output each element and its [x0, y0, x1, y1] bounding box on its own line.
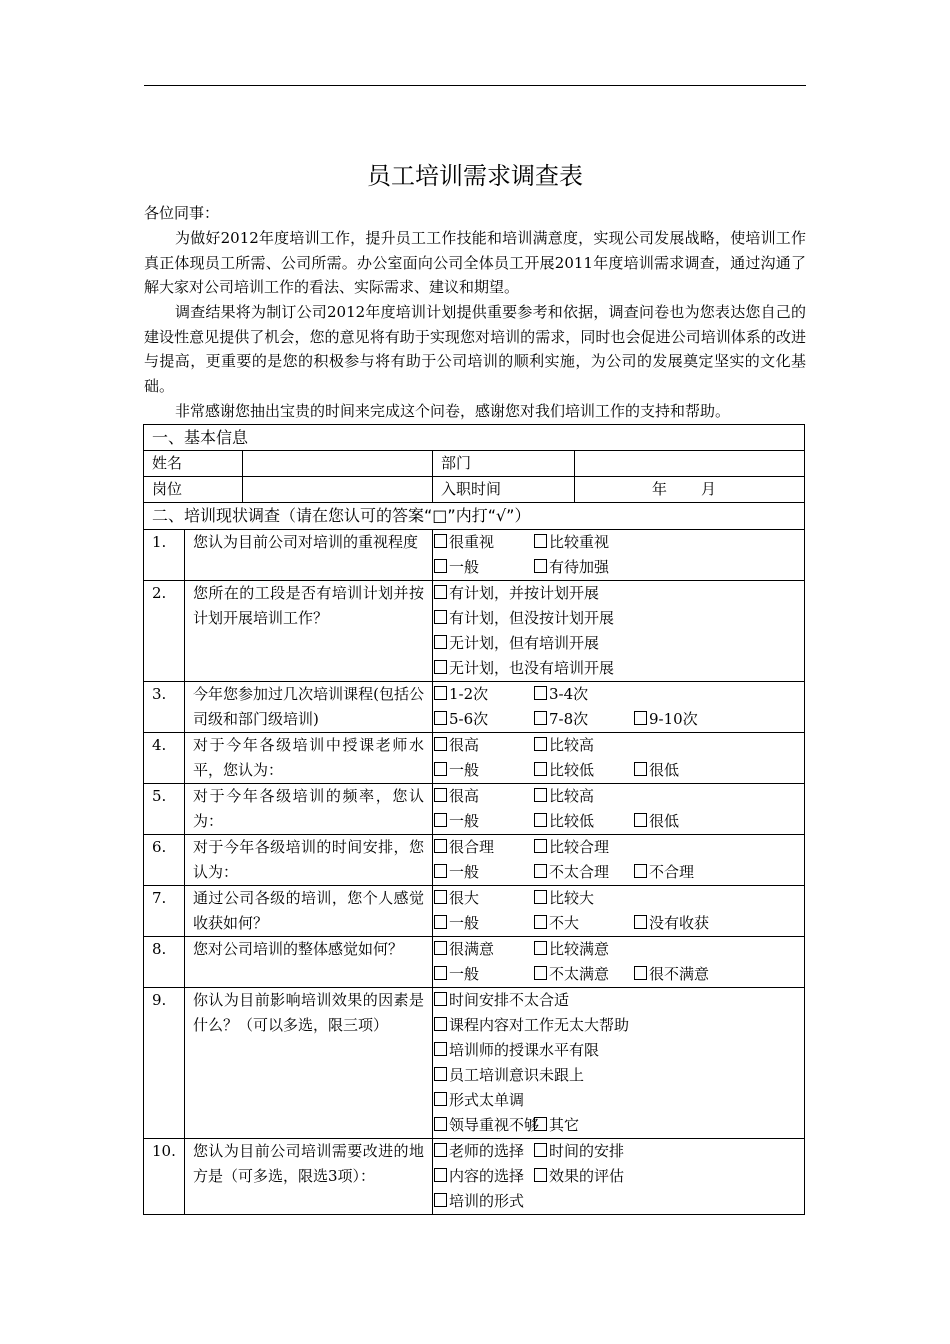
- question-text: 你认为目前影响培训效果的因素是什么？（可以多选，限三项）: [185, 988, 433, 1139]
- option-choice[interactable]: [534, 962, 634, 987]
- option-label: 领导重视不够: [449, 1116, 540, 1134]
- option-label: 不太合理: [549, 863, 610, 881]
- option-line: [433, 1013, 796, 1038]
- option-choice[interactable]: [534, 758, 634, 783]
- purpose-paragraph: 调查结果将为制订公司2012年度培训计划提供重要参考和依据，调查问卷也为您表达您自己的建设性意见提供了机会，您的意见将有助于实现您对培训的需求，同时也会促进公司培训体系的改进与提高，更重要的是您的积极参与将有助于公司培训的顺利实施，为公司的发展奠定坚实的文化基础。: [144, 303, 806, 395]
- option-label: 老师的选择: [449, 1142, 525, 1160]
- option-label: 很重视: [449, 533, 495, 551]
- option-choice[interactable]: [534, 835, 609, 860]
- option-choice[interactable]: [634, 758, 679, 783]
- option-choice[interactable]: [434, 962, 534, 987]
- checkbox[interactable]: [434, 559, 447, 573]
- option-choice[interactable]: [434, 682, 534, 707]
- checkbox[interactable]: [534, 915, 547, 929]
- option-label: 9-10次: [649, 710, 698, 728]
- checkbox[interactable]: [534, 813, 547, 827]
- option-choice[interactable]: [434, 581, 599, 606]
- post-field[interactable]: [243, 477, 433, 503]
- option-line: [433, 1088, 796, 1113]
- option-line: [433, 1038, 796, 1063]
- option-choice[interactable]: [434, 656, 614, 681]
- option-choice[interactable]: [534, 733, 594, 758]
- checkbox[interactable]: [434, 1143, 447, 1157]
- checkbox[interactable]: [534, 1168, 547, 1182]
- option-line: [433, 1164, 796, 1189]
- checkbox[interactable]: [534, 737, 547, 751]
- checkbox[interactable]: [434, 1042, 447, 1056]
- checkbox[interactable]: [434, 737, 447, 751]
- option-label: 一般: [449, 914, 480, 932]
- checkbox[interactable]: [434, 1193, 447, 1207]
- checkbox[interactable]: [634, 762, 647, 776]
- option-choice[interactable]: [534, 555, 609, 580]
- option-label: 比较低: [549, 812, 595, 830]
- checkbox[interactable]: [434, 1092, 447, 1106]
- option-label: 时间的安排: [549, 1142, 625, 1160]
- question-options: [433, 581, 805, 682]
- option-choice[interactable]: [434, 911, 534, 936]
- option-choice[interactable]: [434, 1139, 534, 1164]
- option-label: 比较高: [549, 787, 595, 805]
- option-choice[interactable]: [434, 988, 569, 1013]
- option-label: 不合理: [649, 863, 695, 881]
- option-choice[interactable]: [534, 682, 588, 707]
- option-choice[interactable]: [434, 707, 534, 732]
- checkbox[interactable]: [434, 762, 447, 776]
- question-text: 您认为目前公司培训需要改进的地方是（可多选，限选3项）：: [185, 1139, 433, 1215]
- post-label: 岗位: [144, 477, 243, 503]
- checkbox[interactable]: [434, 686, 447, 700]
- option-label: 不太满意: [549, 965, 610, 983]
- checkbox[interactable]: [534, 1117, 547, 1131]
- question-row: [144, 988, 805, 1139]
- option-choice[interactable]: [434, 555, 534, 580]
- option-choice[interactable]: [534, 1139, 624, 1164]
- checkbox[interactable]: [634, 915, 647, 929]
- option-line: [433, 656, 796, 681]
- checkbox[interactable]: [634, 813, 647, 827]
- question-text: 对于今年各级培训中授课老师水平，您认为：: [185, 733, 433, 784]
- question-row: [144, 835, 805, 886]
- option-line: [433, 1113, 796, 1138]
- option-line: [433, 835, 796, 860]
- thanks-paragraph: 非常感谢您抽出宝贵的时间来完成这个问卷，感谢您对我们培训工作的支持和帮助。: [175, 402, 731, 420]
- question-text: 您认为目前公司对培训的重视程度: [185, 530, 433, 581]
- year-label: 年: [652, 480, 668, 498]
- question-number: 10.: [144, 1139, 185, 1215]
- option-choice[interactable]: [434, 835, 534, 860]
- option-label: 很满意: [449, 940, 495, 958]
- option-choice[interactable]: [634, 911, 709, 936]
- checkbox[interactable]: [534, 686, 547, 700]
- question-options: [433, 886, 805, 937]
- option-label: 比较重视: [549, 533, 610, 551]
- option-choice[interactable]: [534, 911, 634, 936]
- option-line: [433, 606, 796, 631]
- question-number: 4.: [144, 733, 185, 784]
- question-number: 8.: [144, 937, 185, 988]
- checkbox[interactable]: [434, 585, 447, 599]
- checkbox[interactable]: [534, 839, 547, 853]
- option-label: 一般: [449, 761, 480, 779]
- option-choice[interactable]: [434, 631, 599, 656]
- checkbox[interactable]: [634, 711, 647, 725]
- option-label: 员工培训意识未跟上: [449, 1066, 585, 1084]
- question-number: 6.: [144, 835, 185, 886]
- option-line: [433, 555, 796, 580]
- option-label: 时间安排不太合适: [449, 991, 570, 1009]
- option-choice[interactable]: [534, 784, 594, 809]
- option-label: 很合理: [449, 838, 495, 856]
- question-text: 今年您参加过几次培训课程(包括公司级和部门级培训): [185, 682, 433, 733]
- name-field[interactable]: [243, 451, 433, 477]
- option-line: [433, 581, 796, 606]
- option-label: 比较高: [549, 736, 595, 754]
- option-choice[interactable]: [434, 937, 534, 962]
- option-label: 一般: [449, 965, 480, 983]
- option-line: [433, 860, 796, 885]
- option-label: 很大: [449, 889, 480, 907]
- option-label: 比较满意: [549, 940, 610, 958]
- option-choice[interactable]: [434, 784, 534, 809]
- checkbox[interactable]: [434, 788, 447, 802]
- checkbox[interactable]: [534, 864, 547, 878]
- checkbox[interactable]: [434, 635, 447, 649]
- checkbox[interactable]: [434, 915, 447, 929]
- option-choice[interactable]: [534, 530, 609, 555]
- greeting: 各位同事：: [144, 204, 220, 222]
- question-row: [144, 886, 805, 937]
- option-label: 一般: [449, 558, 480, 576]
- option-label: 形式太单调: [449, 1091, 525, 1109]
- question-text: 对于今年各级培训的频率，您认为：: [185, 784, 433, 835]
- option-line: [433, 937, 796, 962]
- option-label: 很高: [449, 736, 480, 754]
- option-choice[interactable]: [434, 758, 534, 783]
- checkbox[interactable]: [534, 559, 547, 573]
- option-choice[interactable]: [634, 860, 694, 885]
- option-choice[interactable]: [434, 733, 534, 758]
- question-row: [144, 682, 805, 733]
- survey-table: [143, 424, 805, 1215]
- dept-label: 部门: [433, 451, 575, 477]
- option-label: 培训师的授课水平有限: [449, 1041, 600, 1059]
- option-label: 1-2次: [449, 685, 489, 703]
- checkbox[interactable]: [634, 864, 647, 878]
- intro-paragraph: 为做好2012年度培训工作，提升员工工作技能和培训满意度，实现公司发展战略，使培训工作真正体现员工所需、公司所需。办公室面向公司全体员工开展2011年度培训需求调查，通过沟通了解大家对公司培训工作的看法、实际需求、建议和期望。: [144, 229, 806, 296]
- question-row: [144, 1139, 805, 1215]
- month-label: 月: [701, 480, 717, 498]
- checkbox[interactable]: [534, 1143, 547, 1157]
- option-line: [433, 1063, 796, 1088]
- question-number: 9.: [144, 988, 185, 1139]
- checkbox[interactable]: [534, 788, 547, 802]
- option-label: 培训的形式: [449, 1192, 525, 1210]
- question-options: [433, 733, 805, 784]
- option-choice[interactable]: [434, 886, 534, 911]
- option-choice[interactable]: [434, 1013, 629, 1038]
- option-choice[interactable]: [434, 1088, 524, 1113]
- checkbox[interactable]: [634, 966, 647, 980]
- option-choice[interactable]: [534, 1113, 579, 1138]
- option-choice[interactable]: [534, 860, 634, 885]
- option-choice[interactable]: [634, 962, 709, 987]
- option-choice[interactable]: [534, 886, 594, 911]
- option-line: [433, 988, 796, 1013]
- option-choice[interactable]: [434, 1189, 524, 1214]
- option-choice[interactable]: [534, 937, 609, 962]
- section-survey-heading: 二、培训现状调查（请在您认可的答案“□”内打“√”）: [144, 503, 805, 530]
- option-label: 没有收获: [649, 914, 710, 932]
- option-choice[interactable]: [534, 809, 634, 834]
- option-label: 很不满意: [649, 965, 710, 983]
- checkbox[interactable]: [434, 534, 447, 548]
- option-label: 无计划，也没有培训开展: [449, 659, 615, 677]
- checkbox[interactable]: [534, 941, 547, 955]
- name-label: 姓名: [144, 451, 243, 477]
- option-label: 3-4次: [549, 685, 589, 703]
- question-number: 3.: [144, 682, 185, 733]
- join-date-field[interactable]: [575, 477, 805, 503]
- checkbox[interactable]: [434, 660, 447, 674]
- question-options: [433, 937, 805, 988]
- option-line: [433, 758, 796, 783]
- question-number: 7.: [144, 886, 185, 937]
- question-options: [433, 835, 805, 886]
- question-number: 5.: [144, 784, 185, 835]
- option-label: 内容的选择: [449, 1167, 525, 1185]
- option-label: 7-8次: [549, 710, 589, 728]
- option-label: 5-6次: [449, 710, 489, 728]
- option-choice[interactable]: [434, 860, 534, 885]
- option-label: 比较合理: [549, 838, 610, 856]
- question-text: 对于今年各级培训的时间安排，您认为：: [185, 835, 433, 886]
- checkbox[interactable]: [434, 1168, 447, 1182]
- option-label: 一般: [449, 812, 480, 830]
- option-line: [433, 631, 796, 656]
- join-date-label: 入职时间: [433, 477, 575, 503]
- checkbox[interactable]: [534, 966, 547, 980]
- checkbox[interactable]: [434, 711, 447, 725]
- option-choice[interactable]: [434, 1164, 534, 1189]
- option-label: 有计划，但没按计划开展: [449, 609, 615, 627]
- question-options: [433, 1139, 805, 1215]
- checkbox[interactable]: [534, 534, 547, 548]
- question-row: [144, 733, 805, 784]
- option-line: [433, 911, 796, 936]
- option-line: [433, 962, 796, 987]
- checkbox[interactable]: [434, 1117, 447, 1131]
- checkbox[interactable]: [434, 813, 447, 827]
- option-label: 有计划，并按计划开展: [449, 584, 600, 602]
- checkbox[interactable]: [434, 1067, 447, 1081]
- option-choice[interactable]: [434, 1063, 584, 1088]
- section-basic-heading: 一、基本信息: [144, 425, 805, 451]
- question-text: 您所在的工段是否有培训计划并按计划开展培训工作？: [185, 581, 433, 682]
- checkbox[interactable]: [534, 890, 547, 904]
- option-label: 很低: [649, 761, 680, 779]
- checkbox[interactable]: [434, 864, 447, 878]
- option-label: 很低: [649, 812, 680, 830]
- question-row: [144, 530, 805, 581]
- option-choice[interactable]: [434, 1113, 540, 1138]
- option-label: 比较低: [549, 761, 595, 779]
- option-line: [433, 530, 796, 555]
- option-label: 课程内容对工作无太大帮助: [449, 1016, 630, 1034]
- question-text: 通过公司各级的培训，您个人感觉收获如何？: [185, 886, 433, 937]
- option-line: [433, 682, 796, 707]
- option-choice[interactable]: [534, 707, 634, 732]
- option-label: 效果的评估: [549, 1167, 625, 1185]
- question-number: 1.: [144, 530, 185, 581]
- option-label: 比较大: [549, 889, 595, 907]
- option-line: [433, 784, 796, 809]
- question-options: [433, 530, 805, 581]
- question-row: [144, 937, 805, 988]
- option-label: 无计划，但有培训开展: [449, 634, 600, 652]
- option-label: 有待加强: [549, 558, 610, 576]
- option-line: [433, 1139, 796, 1164]
- question-number: 2.: [144, 581, 185, 682]
- checkbox[interactable]: [434, 992, 447, 1006]
- checkbox[interactable]: [434, 890, 447, 904]
- checkbox[interactable]: [434, 610, 447, 624]
- option-choice[interactable]: [434, 606, 614, 631]
- option-label: 很高: [449, 787, 480, 805]
- checkbox[interactable]: [534, 711, 547, 725]
- question-text: 您对公司培训的整体感觉如何？: [185, 937, 433, 988]
- option-choice[interactable]: [434, 1038, 599, 1063]
- question-row: [144, 784, 805, 835]
- option-line: [433, 886, 796, 911]
- option-label: 不大: [549, 914, 580, 932]
- question-row: [144, 581, 805, 682]
- checkbox[interactable]: [434, 966, 447, 980]
- checkbox[interactable]: [534, 762, 547, 776]
- header-rule: [144, 85, 806, 86]
- option-choice[interactable]: [434, 809, 534, 834]
- option-choice[interactable]: [634, 707, 698, 732]
- option-label: 其它: [549, 1116, 580, 1134]
- question-options: [433, 682, 805, 733]
- question-options: [433, 988, 805, 1139]
- page-title: 员工培训需求调查表: [367, 162, 583, 190]
- checkbox[interactable]: [434, 839, 447, 853]
- option-choice[interactable]: [434, 530, 534, 555]
- question-options: [433, 784, 805, 835]
- checkbox[interactable]: [434, 941, 447, 955]
- option-line: [433, 733, 796, 758]
- checkbox[interactable]: [434, 1017, 447, 1031]
- option-choice[interactable]: [534, 1164, 624, 1189]
- option-line: [433, 707, 796, 732]
- option-choice[interactable]: [634, 809, 679, 834]
- option-line: [433, 809, 796, 834]
- option-label: 一般: [449, 863, 480, 881]
- option-line: [433, 1189, 796, 1214]
- dept-field[interactable]: [575, 451, 805, 477]
